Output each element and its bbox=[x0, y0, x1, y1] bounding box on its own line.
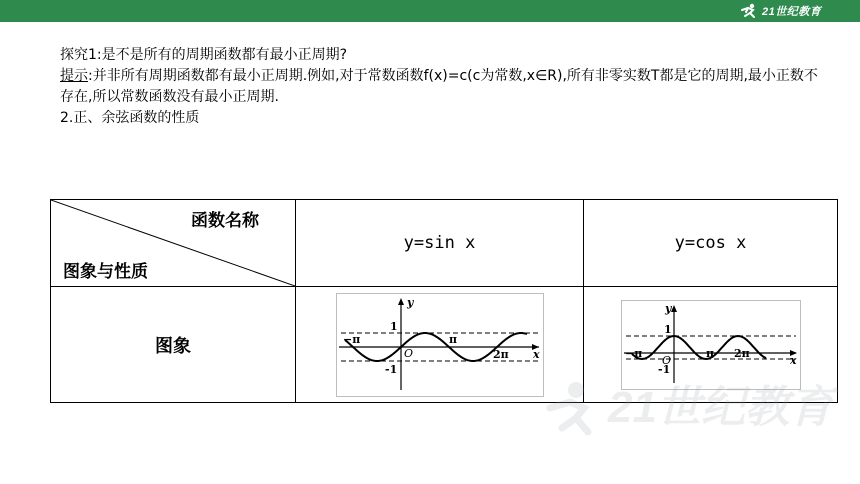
y-axis-label: y bbox=[664, 301, 671, 315]
hint-line bbox=[60, 66, 820, 108]
tick-pi: π bbox=[705, 346, 714, 360]
watermark-text: 21世纪教育 bbox=[608, 383, 833, 432]
corner-label-function-name: 函数名称 bbox=[191, 211, 259, 231]
header-cos: y=cos x bbox=[584, 200, 838, 287]
watermark bbox=[540, 372, 860, 452]
tick-neg-pi: −π bbox=[624, 346, 642, 360]
header-corner-cell bbox=[51, 200, 296, 287]
tick-pi: π bbox=[448, 332, 457, 346]
y-axis-label: y bbox=[406, 295, 413, 309]
table-header-row bbox=[51, 200, 838, 287]
logo-text: 21世纪教育 bbox=[762, 6, 822, 18]
hint-label: 提示 bbox=[60, 68, 88, 84]
question-line bbox=[60, 45, 820, 66]
x-axis-label: x bbox=[789, 353, 797, 367]
origin-label: O bbox=[661, 353, 671, 367]
runner-icon bbox=[738, 3, 760, 19]
hint-body: :并非所有周期函数都有最小正周期.例如,对于常数函数f(x)=c(c为常数,x∈R),所有非零实数T都是它的周期,最小正数不存在,所以常数函数没有最小正周期. bbox=[60, 68, 818, 105]
question-body: :是不是所有的周期函数都有最小正周期? bbox=[96, 47, 348, 63]
tick-two-pi: 2π bbox=[733, 346, 750, 360]
tick-two-pi: 2π bbox=[492, 347, 509, 361]
origin-label: O bbox=[403, 346, 413, 360]
row-label-graph: 图象 bbox=[51, 287, 296, 403]
y-axis-arrow-icon bbox=[671, 305, 677, 312]
top-bar bbox=[0, 0, 860, 22]
x-axis-label: x bbox=[532, 347, 540, 361]
section-heading: 2.正、余弦函数的性质 bbox=[60, 110, 200, 126]
brand-logo bbox=[738, 2, 821, 20]
tick-one: 1 bbox=[663, 322, 672, 336]
tick-neg-pi: −π bbox=[342, 332, 360, 346]
tick-neg-one: -1 bbox=[384, 362, 397, 376]
watermark-runner-icon bbox=[568, 382, 584, 398]
tick-neg-one: -1 bbox=[657, 362, 670, 376]
y-axis-arrow-icon bbox=[398, 298, 404, 305]
sin-graph bbox=[336, 293, 544, 397]
content-text bbox=[60, 45, 820, 129]
question-label: 探究1 bbox=[60, 47, 97, 63]
tick-one: 1 bbox=[389, 319, 398, 333]
corner-label-graph-properties: 图象与性质 bbox=[63, 262, 148, 282]
header-sin: y=sin x bbox=[296, 200, 584, 287]
